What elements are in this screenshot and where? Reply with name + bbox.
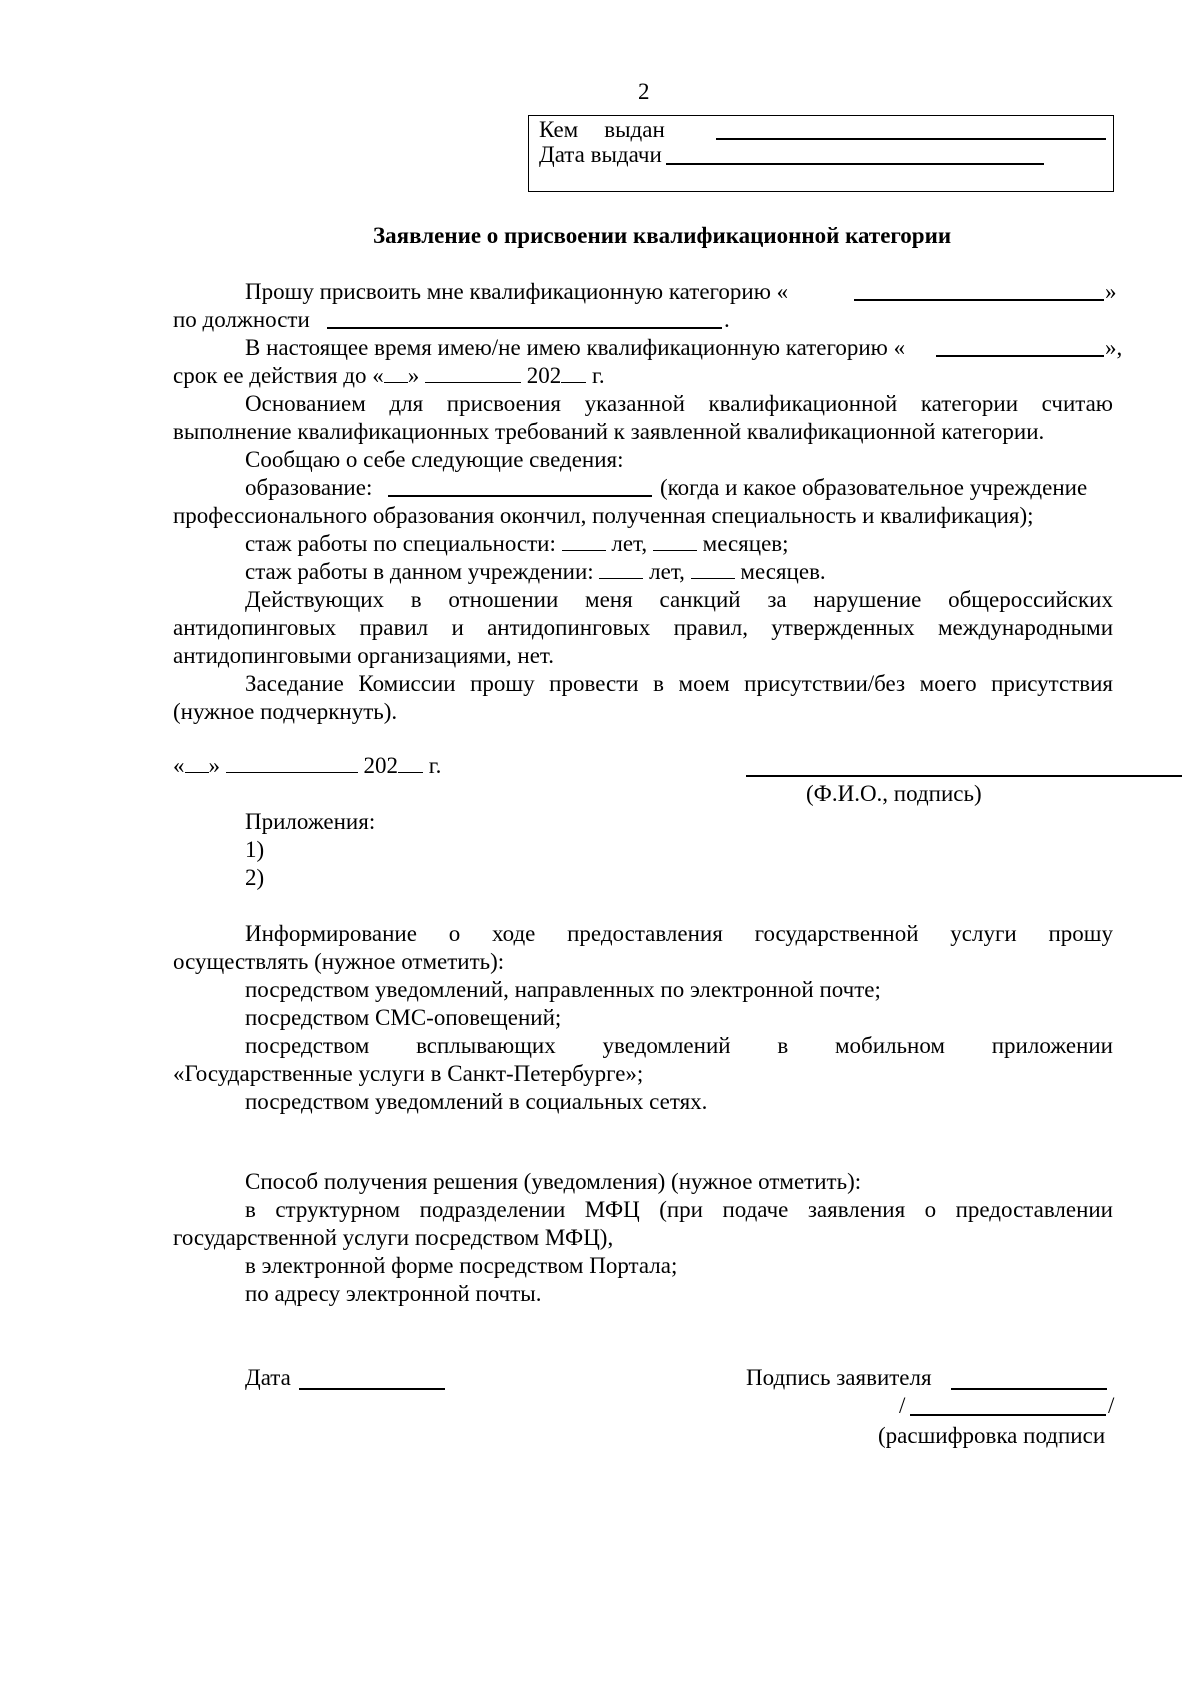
- education-hint: (когда и какое образовательное учреждение: [660, 475, 1088, 500]
- footer-date-label: Дата: [245, 1365, 291, 1390]
- request-line1: Прошу присвоить мне квалификационную категорию «: [245, 279, 789, 304]
- specialty-months-field[interactable]: [653, 531, 697, 551]
- page-number: 2: [638, 79, 650, 104]
- institution-experience: стаж работы в данном учреждении: лет, месяцев.: [245, 559, 826, 584]
- decision-option-portal[interactable]: в электронной форме посредством Портала;: [245, 1253, 678, 1278]
- attachments-label: Приложения:: [245, 809, 376, 834]
- basis-line1: Основанием для присвоения указанной квалификационной категории считаю: [245, 391, 1113, 416]
- validity-day-field[interactable]: [384, 363, 408, 383]
- institution-months-field[interactable]: [691, 559, 735, 579]
- sanctions-line1: Действующих в отношении меня санкций за нарушение общероссийских: [245, 587, 1113, 612]
- fio-signature-field[interactable]: [746, 775, 1182, 777]
- current-category-text: В настоящее время имею/не имею квалификационную категорию «: [245, 335, 906, 360]
- current-category-field[interactable]: [936, 355, 1104, 357]
- decision-intro: Способ получения решения (уведомления) (нужное отметить):: [245, 1169, 862, 1194]
- informing-option-social[interactable]: посредством уведомлений в социальных сетях.: [245, 1089, 708, 1114]
- application-year-field[interactable]: [398, 753, 423, 773]
- application-month-field[interactable]: [226, 753, 358, 773]
- signature-transcript-field[interactable]: [910, 1414, 1106, 1416]
- requested-category-field[interactable]: [854, 299, 1104, 301]
- application-day-field[interactable]: [185, 753, 209, 773]
- commission-line2: (нужное подчеркнуть).: [173, 699, 398, 724]
- validity-year-field[interactable]: [561, 363, 586, 383]
- position-label: по должности: [173, 307, 310, 332]
- education-hint-2: профессионального образования окончил, полученная специальность и квалификация);: [173, 503, 1034, 528]
- commission-line1: Заседание Комиссии прошу провести в моем присутствии/без моего присутствия: [245, 671, 1113, 696]
- education-label: образование:: [245, 475, 373, 500]
- current-category-close: »,: [1105, 335, 1123, 360]
- transcript-slash-left: /: [899, 1393, 906, 1418]
- validity-month-field[interactable]: [425, 363, 521, 383]
- education-field[interactable]: [388, 495, 652, 497]
- attachment-item-1: 1): [245, 837, 265, 862]
- decision-option-mfc[interactable]: в структурном подразделении МФЦ (при подаче заявления о предоставлении: [245, 1197, 1113, 1222]
- applicant-signature-label: Подпись заявителя: [746, 1365, 932, 1390]
- issue-date-field[interactable]: [666, 163, 1044, 165]
- informing-option-app[interactable]: посредством всплывающих уведомлений в мобильном приложении: [245, 1033, 1113, 1058]
- fio-caption: (Ф.И.О., подпись): [806, 781, 982, 806]
- decision-option-email[interactable]: по адресу электронной почты.: [245, 1281, 542, 1306]
- footer-date-field[interactable]: [299, 1388, 445, 1390]
- request-line1-close: »: [1105, 279, 1117, 304]
- attachment-item-2: 2): [245, 865, 265, 890]
- position-end: .: [724, 307, 730, 332]
- validity-line: срок ее действия до « » 202 г.: [173, 363, 605, 388]
- basis-line2: выполнение квалификационных требований к заявленной квалификационной категории.: [173, 419, 1045, 444]
- specialty-years-field[interactable]: [562, 531, 606, 551]
- informing-line2: осуществлять (нужное отметить):: [173, 949, 505, 974]
- application-date: « » 202 г.: [173, 753, 442, 778]
- sanctions-line3: антидопинговыми организациями, нет.: [173, 643, 554, 668]
- document-title: Заявление о присвоении квалификационной категории: [373, 223, 952, 248]
- transcript-caption: (расшифровка подписи: [878, 1423, 1106, 1448]
- issued-by-field[interactable]: [716, 138, 1106, 140]
- issue-date-label: Дата выдачи: [539, 142, 662, 167]
- position-field[interactable]: [327, 327, 722, 329]
- transcript-slash-right: /: [1108, 1393, 1115, 1418]
- applicant-signature-field[interactable]: [951, 1388, 1107, 1390]
- informing-option-email[interactable]: посредством уведомлений, направленных по электронной почте;: [245, 977, 881, 1002]
- informing-option-app-name: «Государственные услуги в Санкт-Петербурге»;: [173, 1061, 644, 1086]
- informing-line1: Информирование о ходе предоставления государственной услуги прошу: [245, 921, 1113, 946]
- informing-option-sms[interactable]: посредством СМС-оповещений;: [245, 1005, 562, 1030]
- institution-years-field[interactable]: [599, 559, 643, 579]
- about-self-intro: Сообщаю о себе следующие сведения:: [245, 447, 624, 472]
- issued-by-label: Кем выдан: [539, 117, 665, 142]
- sanctions-line2: антидопинговых правил и антидопинговых правил, утвержденных международными: [173, 615, 1113, 640]
- specialty-experience: стаж работы по специальности: лет, месяцев;: [245, 531, 789, 556]
- decision-option-mfc-2: государственной услуги посредством МФЦ),: [173, 1225, 614, 1250]
